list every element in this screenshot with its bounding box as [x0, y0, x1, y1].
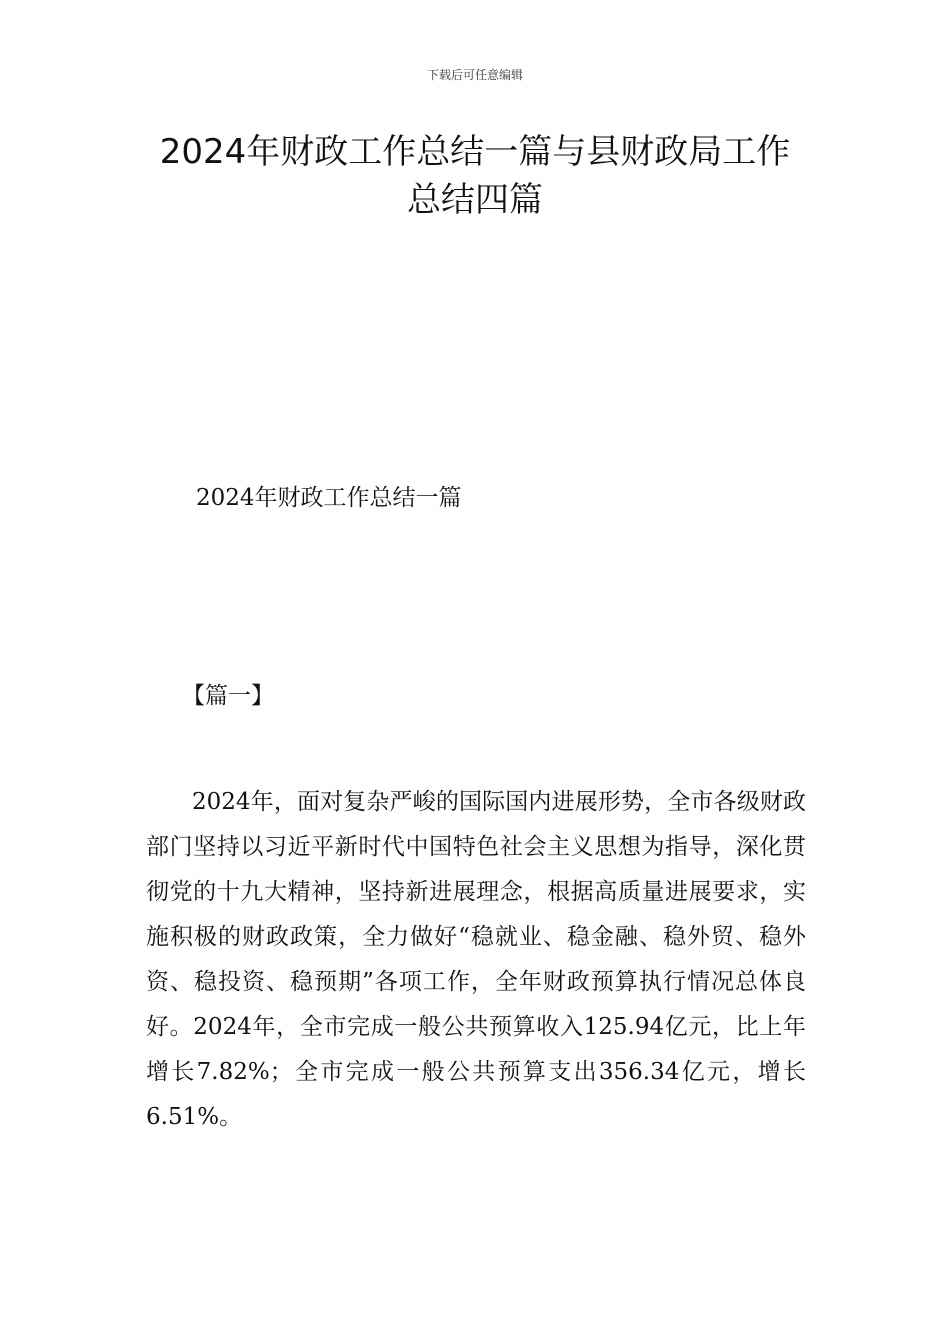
part-label: 【篇一】 — [182, 683, 274, 709]
title-line-2: 总结四篇 — [407, 180, 543, 220]
header-note: 下载后可任意编辑 — [426, 68, 523, 82]
title-line-1: 2024年财政工作总结一篇与县财政局工作 — [159, 132, 791, 172]
section-title: 2024年财政工作总结一篇 — [196, 485, 462, 511]
body-paragraph: 2024年，面对复杂严峻的国际国内进展形势，全市各级财政部门坚持以习近平新时代中国特色社会主义思想为指导，深化贯彻党的十九大精神，坚持新进展理念，根据高质量进展要求，实施积极的财政政策，全力做好“稳就业、稳金融、稳外贸、稳外资、稳投资、稳预期”各项工作，全年财政预算执行情况总体良好。2024年，全市完成一般公共预算收入125.94亿元，比上年增长7.82%；全市完成一般公共预算支出356.34亿元，增长6.51%。 — [146, 789, 806, 1130]
document-title — [100, 128, 850, 224]
